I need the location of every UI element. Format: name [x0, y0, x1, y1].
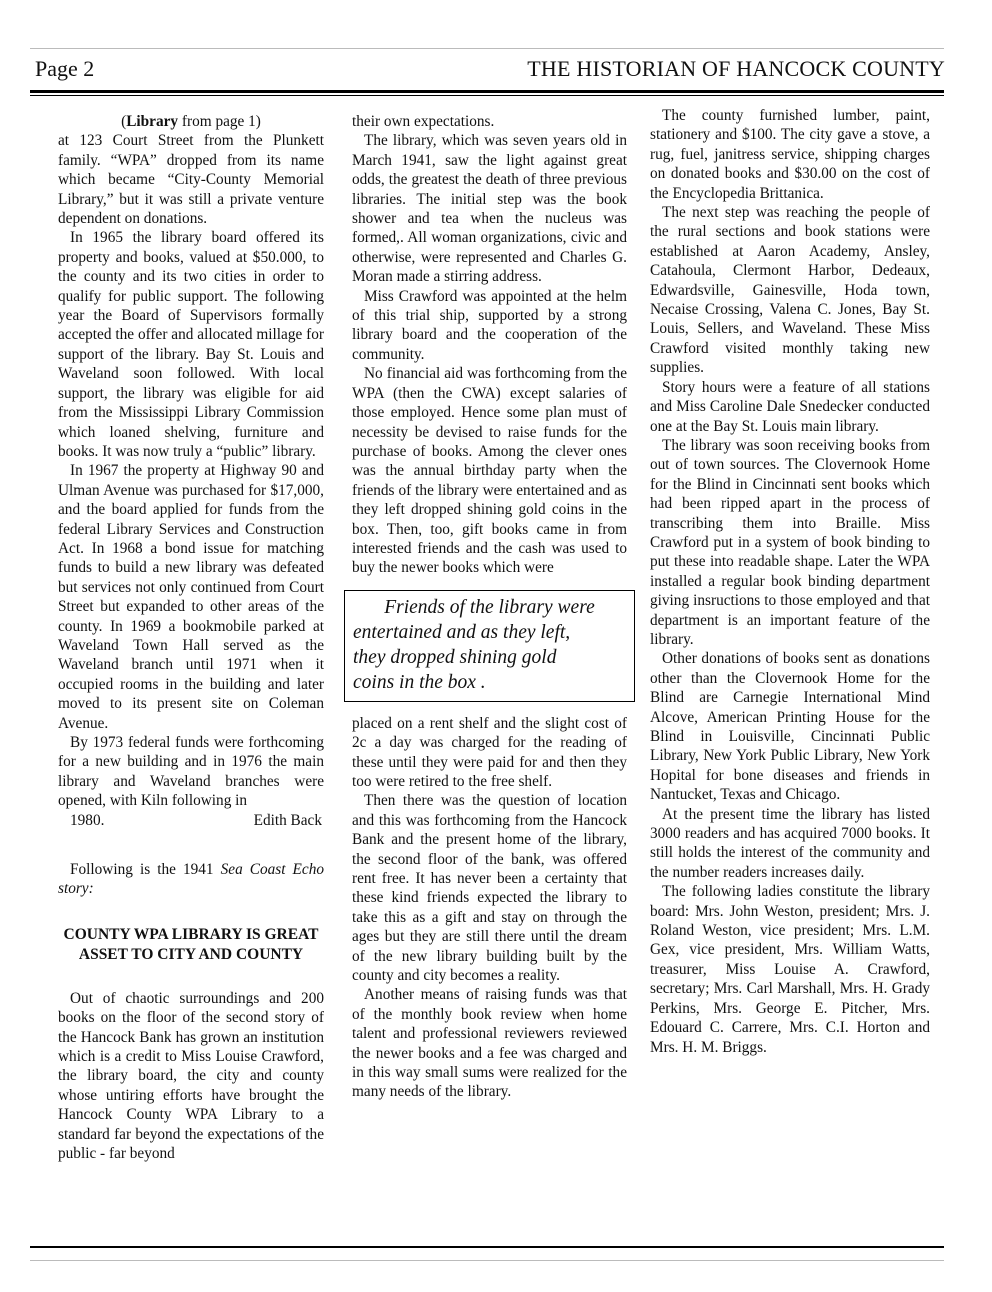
- pull-quote-line: they dropped shining gold: [353, 646, 557, 668]
- pull-quote-line: coins in the box .: [353, 671, 486, 693]
- paragraph: The county furnished lumber, paint, stationery and $100. The city gave a stove, a rug, fuel, janitress service, shipping charges on donated books and $30.00 on the cost of the Encyclopedia Brittanica.: [650, 107, 930, 202]
- story-headline: COUNTY WPA LIBRARY IS GREAT ASSET TO CITY AND COUNTY: [63, 925, 319, 963]
- paragraph: Miss Crawford was appointed at the helm of this trial ship, supported by a strong library board and the cooperation of the community.: [352, 287, 627, 363]
- top-thin-rule: [30, 48, 944, 49]
- pull-quote-line: entertained and as they left,: [353, 621, 571, 643]
- column-2: [352, 112, 627, 1102]
- page-header: [35, 56, 945, 88]
- paragraph: The library was soon receiving books from out of town sources. The Clovernook Home for the Blind in Cincinnati sent books which had been ripped apart in the process of transcribing them into Braille. Miss Crawford put in a system of book binding to put these into readable shape. Later the WPA installed a regular book binding department giving insructions to those employed and that department is an important feature of the library.: [650, 436, 930, 648]
- footer-rule-thick: [30, 1246, 944, 1248]
- paragraph: Then there was the question of location and this was forthcoming from the Hancock Bank and the present home of the library, the second floor of the bank, was offered rent free. It has never been a certainty that these kind friends expected the library to take this as a gift and stay on through the ages but they are still there until the dream of the new library building built by the county and city becomes a reality.: [352, 792, 627, 985]
- pull-quote-line: Friends of the library were: [384, 596, 595, 618]
- publication-title: THE HISTORIAN OF HANCOCK COUNTY: [527, 56, 945, 81]
- column-3: [650, 106, 930, 1057]
- year: 1980.: [70, 811, 105, 829]
- paragraph: The following ladies constitute the library board: Mrs. John Weston, president; Mrs. J. Roland Weston, vice president; Mrs. L.M. Gex, vice president, Mrs. William Watts, treasurer, Miss Louise A. Crawford, secretary; Mrs. Carl Marshall, Mrs. H. Grady Perkins, Mrs. George E. Pitcher, Mrs. Edouard C. Carrere, Mrs. C.I. Horton and Mrs. H. M. Briggs.: [650, 883, 930, 1056]
- paragraph: By 1973 federal funds were forthcoming for a new building and in 1976 the main library and Waveland branches were opened, with Kiln following in: [58, 734, 324, 810]
- paragraph: Another means of raising funds was that of the monthly book review when home talent and professional reviewers reviewed the newer books and a fee was charged and in this way small sums were realized for the many needs of the library.: [352, 986, 627, 1101]
- paragraph: at 123 Court Street from the Plunkett family. “WPA” dropped from its name which became “City-County Memorial Library,” but it was still a private venture dependent on donations.: [58, 132, 324, 228]
- paragraph: their own expectations.: [352, 113, 495, 130]
- paragraph: Story hours were a feature of all stations and Miss Caroline Dale Snedecker conducted one at the Bay St. Louis main library.: [650, 378, 930, 435]
- paragraph: No financial aid was forthcoming from the WPA (then the CWA) except salaries of those employed. Hence some plan must of necessity be devised to raise funds for the purchase of books. Among the clever ones was the annual birthday party when the friends of the library were entertained and as they left dropped shining gold coins in the box. Then, too, gift books came in from interested friends and the cash was used to buy the newer books which were: [352, 365, 627, 577]
- signature-line: [58, 811, 324, 830]
- header-rule-thick: [30, 90, 944, 93]
- paragraph: In 1967 the property at Highway 90 and Ulman Avenue was purchased for $17,000, and the board applied for funds from the federal Library Services and Construction Act. In 1968 a bond issue for matching funds to build a new library was defeated but services not only continued from Court Street but expanded to other areas of the county. In 1969 a bookmobile parked at Waveland Town Hall served as the Waveland branch until 1971 when it occupied rooms in the building and later moved to its present site on Coleman Avenue.: [58, 462, 324, 732]
- paragraph: Out of chaotic surroundings and 200 books on the floor of the second story of the Hancock Bank has grown an institution which is a credit to Miss Louise Crawford, the library board, the city and county whose untiring efforts have brought the Hancock County WPA Library to a standard far beyond the expectations of the public - far beyond: [58, 989, 324, 1163]
- author-name: Edith Back: [253, 811, 322, 829]
- paragraph: In 1965 the library board offered its property and books, valued at $50.000, to the county and its two cities in order to qualify for public support. The following year the Board of Supervisors formally accepted the offer and allocated millage for support of the library. Bay St. Louis and Waveland soon followed. With local support, the library was eligible for aid from the Mississippi Library Commission which loaned shelving, furniture and books. It was now truly a “public” library.: [58, 229, 324, 460]
- paragraph: placed on a rent shelf and the slight cost of 2c a day was charged for the reading of these until they were paid for and then they too were retired to the free shelf.: [352, 714, 627, 790]
- paragraph: The next step was reaching the people of the rural sections and book stations were established at Aaron Academy, Ansley, Catahoula, Clermont Harbor, Dedeaux, Edwardsville, Gainesville, Hoda town, Necaise Crossing, Valena C. Jones, Bay St. Louis, Sellers, and Waveland. These Miss Crawford visited monthly taking new supplies.: [650, 204, 930, 377]
- story-intro: Following is the 1941 Sea Coast Echo story:: [58, 861, 324, 898]
- pull-quote: [344, 590, 635, 702]
- column-1: [58, 112, 324, 1164]
- page-number: Page 2: [35, 56, 95, 81]
- paragraph: At the present time the library has listed 3000 readers and has acquired 7000 books. It still holds the interest of the community and the number readers increases daily.: [650, 805, 930, 881]
- paragraph: The library, which was seven years old in March 1941, saw the light against great odds, the greatest the death of three previous libraries. The initial step was the book shower and tea when the nucleus was formed,. All woman organizations, civic and otherwise, were represented and Charles G. Moran made a stirring address.: [352, 132, 627, 286]
- paragraph: Other donations of books sent as donations other than the Clovernook Home for the Blind are Carnegie International Mind Alcove, American Printing House for the Blind in Louisville, Cincinnati Public Library, New York Public Library, New York Hopital for bone diseases and friends in Nantucket, Texas and Chicago.: [650, 650, 930, 804]
- continuation-note: (Library from page 1): [121, 113, 261, 130]
- footer-rule-thin: [30, 1260, 944, 1261]
- header-rule-thin: [30, 95, 944, 96]
